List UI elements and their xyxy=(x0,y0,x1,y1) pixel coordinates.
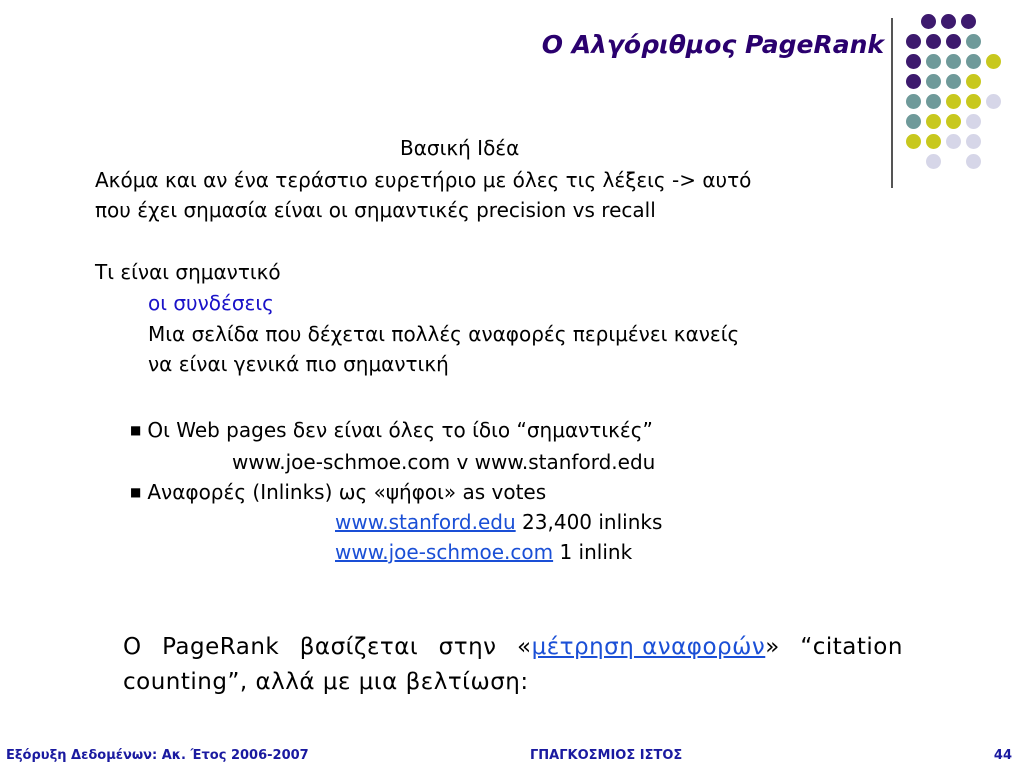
conclusion-word: “citation xyxy=(800,634,903,660)
quote-close: » xyxy=(765,634,780,660)
dot xyxy=(966,134,981,149)
dot xyxy=(966,74,981,89)
dot xyxy=(961,14,976,29)
dot xyxy=(906,74,921,89)
dot xyxy=(906,34,921,49)
dot xyxy=(921,14,936,29)
page-number: 44 xyxy=(993,748,1012,763)
bullet-1-subline: www.joe-schmoe.com v www.stanford.edu xyxy=(232,450,656,474)
bullet-text-1: Οι Web pages δεν είναι όλες το ίδιο “σημαντικές” xyxy=(147,418,653,442)
conclusion-link-group xyxy=(517,630,780,665)
citation-counting-link[interactable]: μέτρηση αναφορών xyxy=(531,634,766,660)
title-divider xyxy=(891,18,893,188)
dot xyxy=(926,134,941,149)
dot xyxy=(906,114,921,129)
stanford-link[interactable]: www.stanford.edu xyxy=(335,510,516,534)
dot xyxy=(946,94,961,109)
dot xyxy=(966,114,981,129)
dot xyxy=(906,94,921,109)
stanford-row xyxy=(335,508,662,537)
dot xyxy=(966,54,981,69)
footer-topic: ΓΠΑΓΚΟΣΜΙΟΣ ΙΣΤΟΣ xyxy=(530,748,683,763)
dot xyxy=(986,54,1001,69)
conclusion-word: βασίζεται xyxy=(299,634,419,660)
conclusion-word: PageRank xyxy=(162,634,280,660)
joe-schmoe-row xyxy=(335,538,632,567)
conclusion-paragraph xyxy=(123,630,903,700)
intro-line-1: Ακόμα και αν ένα τεράστιο ευρετήριο με όλες τις λέξεις -> αυτό xyxy=(95,168,752,192)
section-heading: Βασική Ιδέα xyxy=(400,136,520,160)
page-line-1: Μια σελίδα που δέχεται πολλές αναφορές περιμένει κανείς xyxy=(148,322,740,346)
dot xyxy=(926,154,941,169)
page-line-2: να είναι γενικά πιο σημαντική xyxy=(148,352,449,376)
dot xyxy=(906,134,921,149)
dot xyxy=(966,94,981,109)
quote-open: « xyxy=(517,634,532,660)
links-label: οι συνδέσεις xyxy=(148,291,274,315)
conclusion-word: Ο xyxy=(123,634,142,660)
dot xyxy=(946,74,961,89)
dot xyxy=(986,94,1001,109)
bullet-square-icon: ■ xyxy=(130,423,142,437)
conclusion-line-2: counting”, αλλά με μια βελτίωση: xyxy=(123,669,529,695)
dot xyxy=(926,114,941,129)
intro-line-2: που έχει σημασία είναι οι σημαντικές precision vs recall xyxy=(95,198,656,222)
footer-course: Εξόρυξη Δεδομένων: Ακ. Έτος 2006-2007 xyxy=(6,748,309,763)
slide-title: Ο Αλγόριθμος PageRank xyxy=(541,30,884,59)
dot xyxy=(941,14,956,29)
conclusion-word: στην xyxy=(438,634,497,660)
dot xyxy=(946,114,961,129)
bullet-item-1 xyxy=(130,416,653,448)
stanford-inlink-count: 23,400 inlinks xyxy=(522,510,663,534)
dot xyxy=(946,134,961,149)
dot xyxy=(966,154,981,169)
dot xyxy=(926,34,941,49)
dot xyxy=(906,54,921,69)
joe-schmoe-inlink-count: 1 inlink xyxy=(559,540,633,564)
dot xyxy=(926,74,941,89)
dot xyxy=(966,34,981,49)
decorative-dot-grid xyxy=(906,14,1010,168)
bullet-text-2: Αναφορές (Inlinks) ως «ψήφοι» as votes xyxy=(147,480,547,504)
bullet-square-icon: ■ xyxy=(130,485,142,499)
conclusion-line-1 xyxy=(123,630,903,665)
joe-schmoe-link[interactable]: www.joe-schmoe.com xyxy=(335,540,554,564)
dot xyxy=(946,34,961,49)
what-important-heading: Τι είναι σημαντικό xyxy=(95,260,281,284)
dot xyxy=(946,54,961,69)
bullet-item-2 xyxy=(130,478,546,510)
dot xyxy=(926,94,941,109)
dot xyxy=(926,54,941,69)
